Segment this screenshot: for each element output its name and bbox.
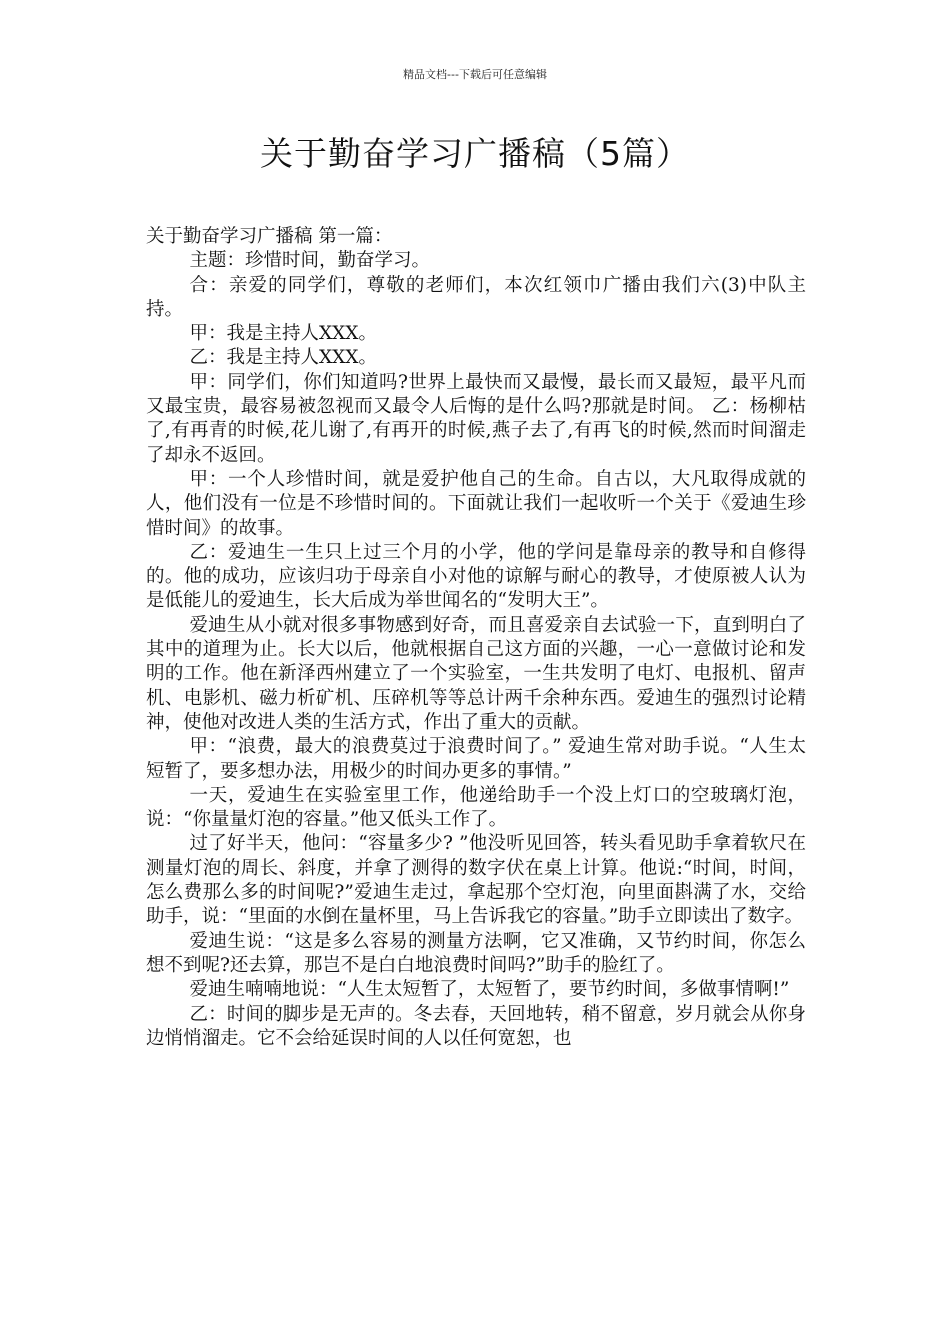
paragraph: 乙：时间的脚步是无声的。冬去春，天回地转，稍不留意，岁月就会从你身边悄悄溜走。它不会给延误时间的人以任何宽恕，也 xyxy=(146,1003,806,1049)
paragraph: 爱迪生喃喃地说：“人生太短暂了，太短暂了，要节约时间，多做事情啊!” xyxy=(189,979,790,1001)
paragraph: 合：亲爱的同学们，尊敬的老师们，本次红领巾广播由我们六(3)中队主持。 xyxy=(146,274,806,320)
page-header: 精品文档---下载后可任意编辑 xyxy=(403,68,547,81)
paragraph: 过了好半天，他问：“容量多少? ”他没听见回答，转头看见助手拿着软尺在测量灯泡的周长、斜度，并拿了测得的数字伏在桌上计算。他说:“时间，时间，怎么费那么多的时间呢?”爱迪生走过，拿起那个空灯泡，向里面斟满了水，交给助手，说：“里面的水倒在量杯里，马上告诉我它的容量。”助手立即读出了数字。 xyxy=(146,833,806,928)
paragraph: 甲：一个人珍惜时间，就是爱护他自己的生命。自古以，大凡取得成就的人，他们没有一位是不珍惜时间的。下面就让我们一起收听一个关于《爱迪生珍惜时间》的故事。 xyxy=(146,468,806,539)
paragraph: 甲：“浪费，最大的浪费莫过于浪费时间了。” 爱迪生常对助手说。“人生太短暂了，要多想办法，用极少的时间办更多的事情。” xyxy=(146,736,806,782)
document-body xyxy=(146,225,806,1051)
paragraph: 关于勤奋学习广播稿 第一篇： xyxy=(146,226,393,247)
paragraph: 甲：同学们，你们知道吗?世界上最快而又最慢，最长而又最短，最平凡而又最宝贵，最容易被忽视而又最令人后悔的是什么吗?那就是时间。 乙：杨柳枯了,有再青的时候,花儿谢了,有再开的时候,燕子去了,有再飞的时候,然而时间溜走了却永不返回。 xyxy=(146,371,806,466)
paragraph: 甲：我是主持人XXX。 xyxy=(189,323,377,345)
paragraph: 主题：珍惜时间，勤奋学习。 xyxy=(189,250,430,272)
page-title: 关于勤奋学习广播稿（5篇） xyxy=(260,134,690,173)
paragraph: 爱迪生从小就对很多事物感到好奇，而且喜爱亲自去试验一下，直到明白了其中的道理为止。长大以后，他就根据自己这方面的兴趣，一心一意做讨论和发明的工作。他在新泽西州建立了一个实验室，一生共发明了电灯、电报机、留声机、电影机、磁力析矿机、压碎机等等总计两千余种东西。爱迪生的强烈讨论精神，使他对改进人类的生活方式，作出了重大的贡献。 xyxy=(146,614,806,733)
paragraph: 乙：爱迪生一生只上过三个月的小学，他的学问是靠母亲的教导和自修得的。他的成功，应该归功于母亲自小对他的谅解与耐心的教导，才使原被人认为是低能儿的爱迪生，长大后成为举世闻名的“发明大王”。 xyxy=(146,541,806,612)
paragraph: 爱迪生说：“这是多么容易的测量方法啊，它又准确，又节约时间，你怎么想不到呢?还去算，那岂不是白白地浪费时间吗?”助手的脸红了。 xyxy=(146,930,806,976)
paragraph: 一天，爱迪生在实验室里工作，他递给助手一个没上灯口的空玻璃灯泡，说：“你量量灯泡的容量。”他又低头工作了。 xyxy=(146,784,806,831)
paragraph: 乙：我是主持人XXX。 xyxy=(189,347,377,369)
